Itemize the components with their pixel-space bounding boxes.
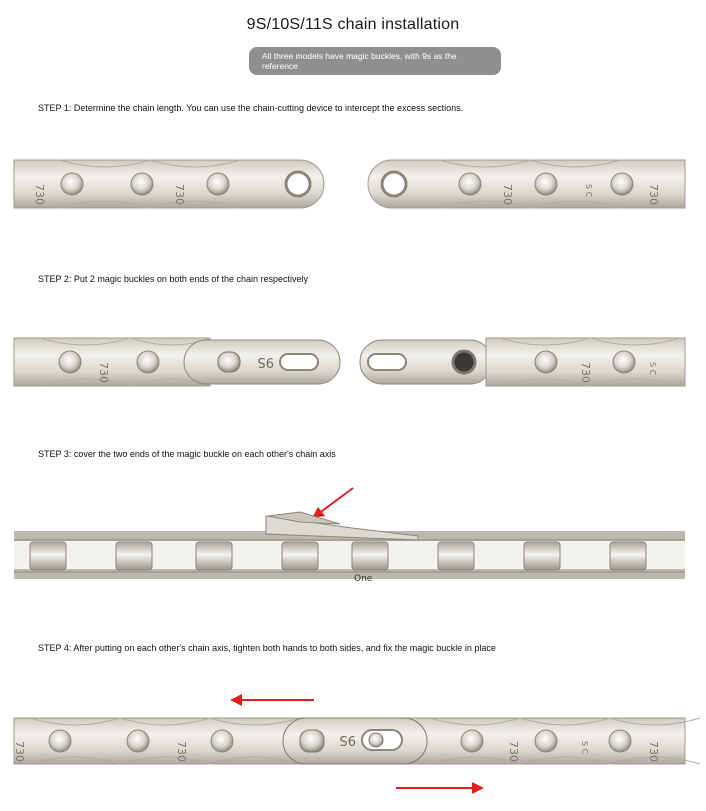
magic-buckle-locked [283,718,427,764]
magic-buckle-left [184,340,340,384]
reference-note: All three models have magic buckles, with 9s as the reference [249,47,501,75]
plate-code-mark: 730 [501,184,514,205]
magic-buckle-right [360,340,492,384]
plate-code-mark: 730 [507,741,520,762]
plate-sc-mark: S C [584,184,593,198]
step-1-illustration [0,148,706,220]
plate-code-mark: 730 [13,741,26,762]
chain-side-view [14,512,685,584]
step-4-illustration [0,688,706,800]
buckle-9s-mark: 9S [339,732,356,747]
step-2-text: STEP 2: Put 2 magic buckles on both ends of the chain respectively [38,274,308,284]
chain-left-segment [14,160,324,208]
step-3-text: STEP 3: cover the two ends of the magic buckle on each other's chain axis [38,449,336,459]
red-arrow-down-left [312,488,353,518]
chain-right-segment [486,338,685,386]
plate-code-mark: 730 [647,741,660,762]
step-4-text: STEP 4: After putting on each other's chain axis, tighten both hands to both sides, and fix the magic buckle in place [38,643,496,653]
chain-right-segment [368,160,685,208]
step-1-text: STEP 1: Determine the chain length. You can use the chain-cutting device to intercept the excess sections. [38,103,464,113]
step-3-illustration [0,480,706,590]
plate-code-mark: 730 [97,362,110,383]
plate-sc-mark: S C [580,741,589,755]
step-2-illustration [0,326,706,398]
plate-code-mark: 730 [175,741,188,762]
page-title: 9S/10S/11S chain installation [246,16,460,33]
plate-code-mark: 730 [579,362,592,383]
red-arrow-left [230,694,314,706]
plate-code-mark: 730 [33,184,46,205]
plate-code-mark: 730 [647,184,660,205]
red-arrow-right [396,782,484,794]
chain-left-segment [14,338,210,386]
plate-sc-mark: S C [648,362,657,376]
plate-one-mark: One [354,574,373,584]
buckle-9s-mark: 9S [257,354,274,369]
plate-code-mark: 730 [173,184,186,205]
